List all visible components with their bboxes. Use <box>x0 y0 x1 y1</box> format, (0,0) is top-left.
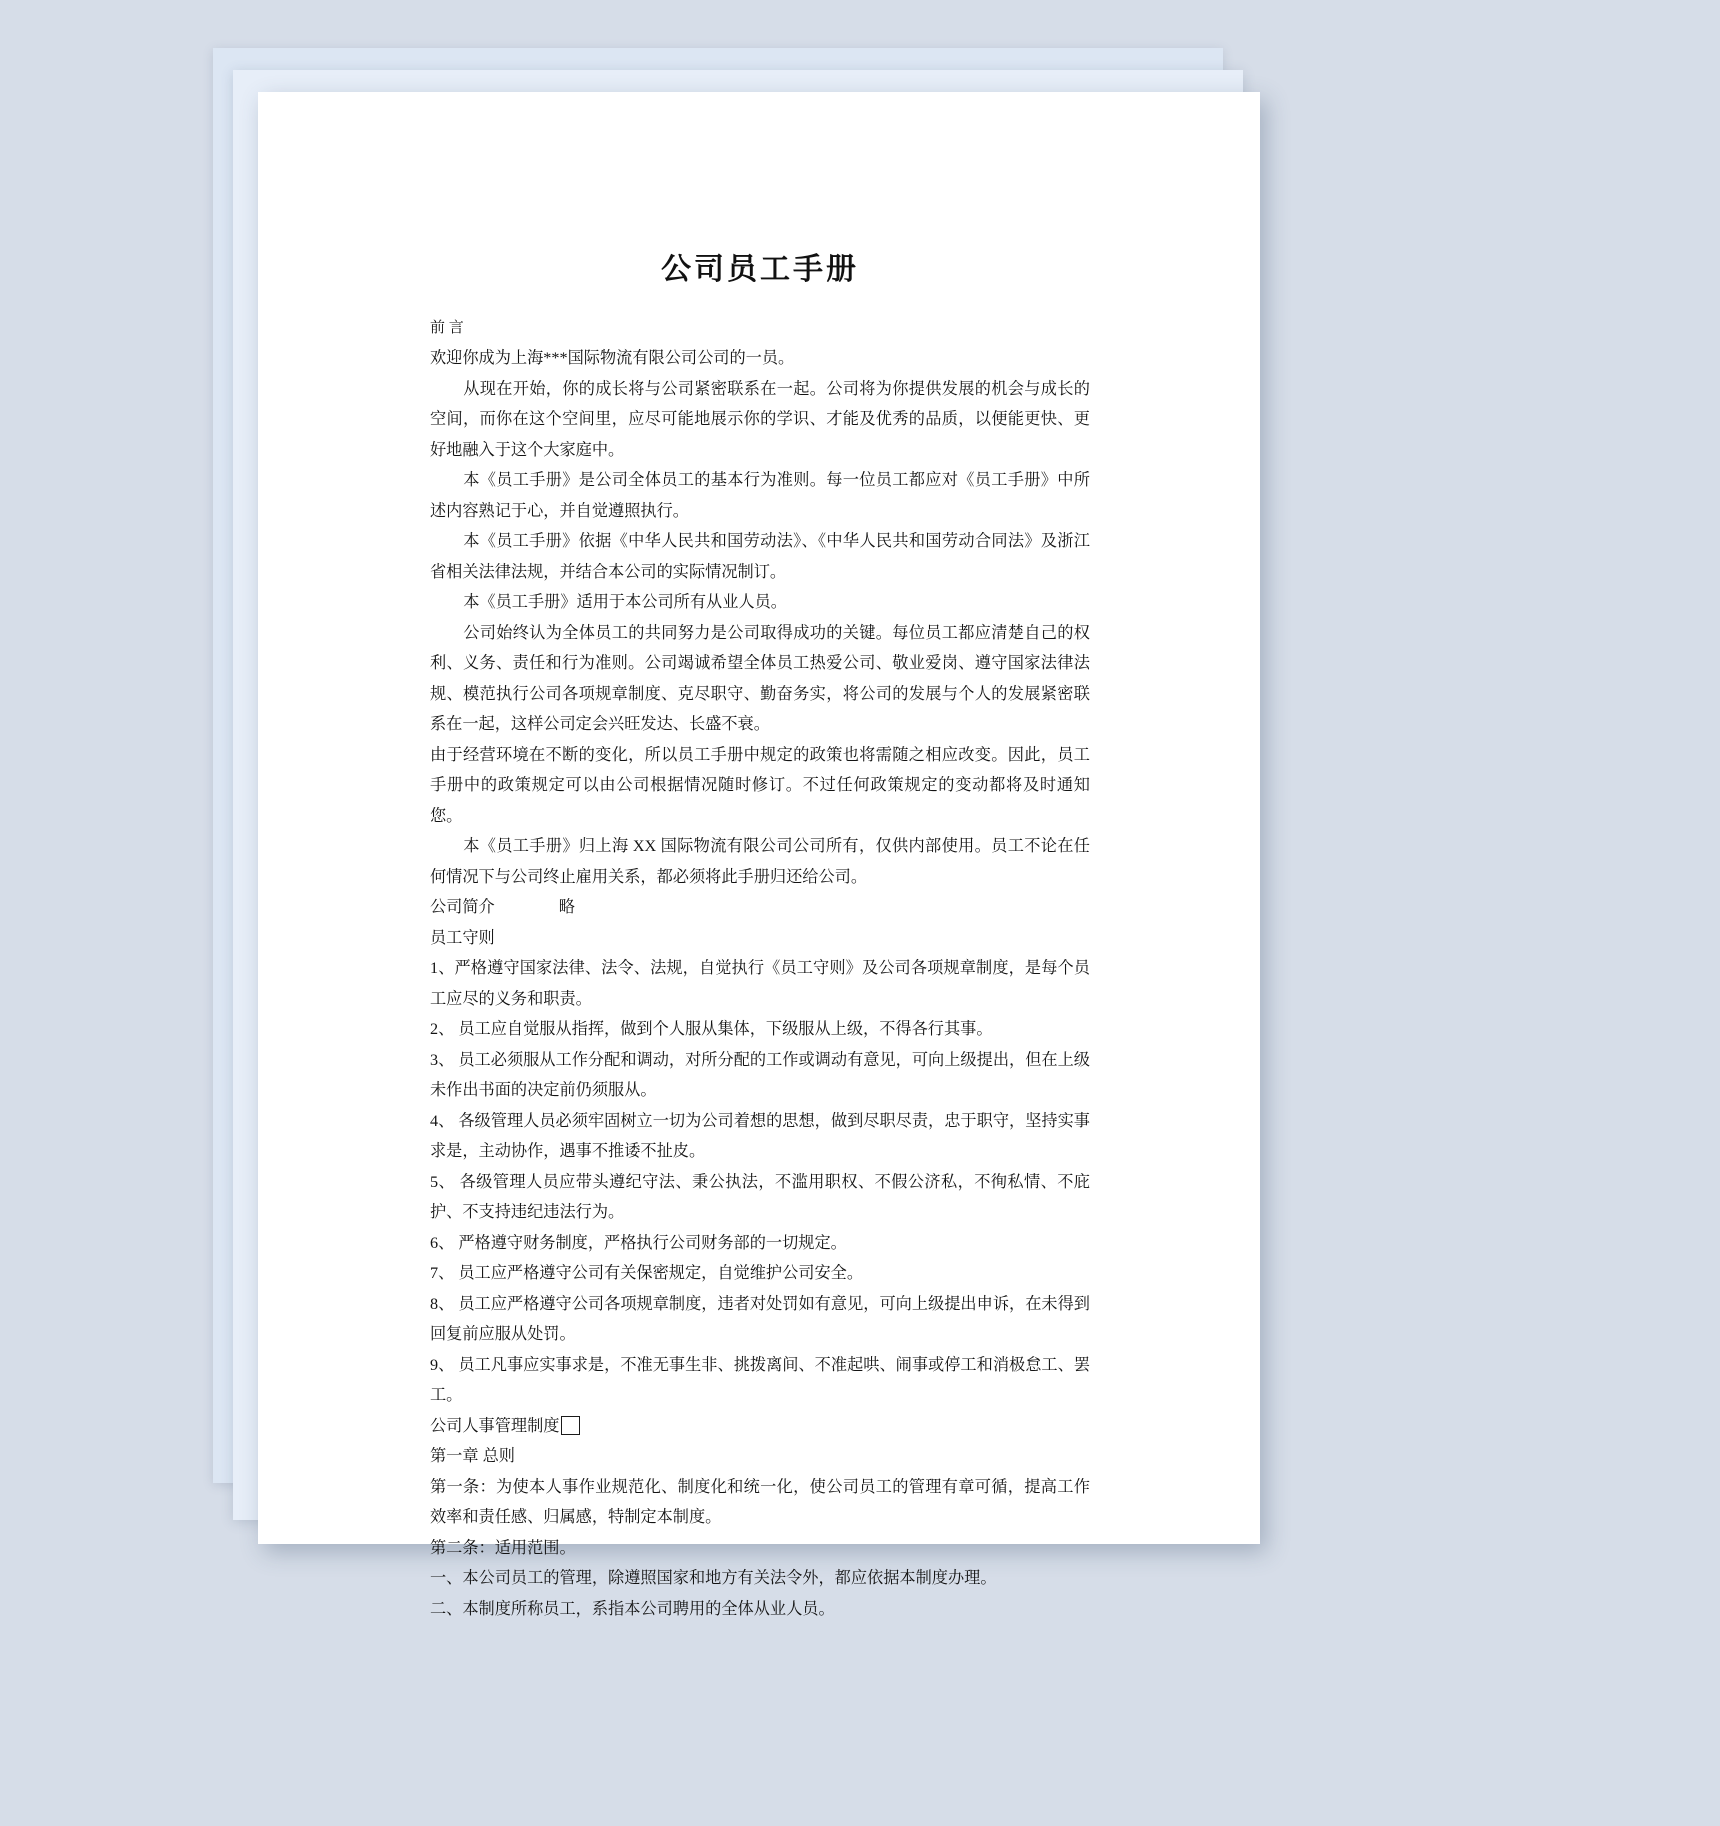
page-title: 公司员工手册 <box>661 253 859 286</box>
preface-paragraph-3: 本《员工手册》依据《中华人民共和国劳动法》、《中华人民共和国劳动合同法》及浙江省相关法律法规，并结合本公司的实际情况制订。 <box>430 532 1090 581</box>
preface-paragraph-4: 本《员工手册》适用于本公司所有从业人员。 <box>463 593 787 611</box>
preface-paragraph-0: 欢迎你成为上海***国际物流有限公司公司的一员。 <box>430 349 795 367</box>
ownership-paragraph: 本《员工手册》归上海 XX 国际物流有限公司公司所有，仅供内部使用。员工不论在任何情况下与公司终止雇用关系，都必须将此手册归还给公司。 <box>430 837 1090 886</box>
scope-item: 一、本公司员工的管理，除遵照国家和地方有关法令外，都应依据本制度办理。 <box>430 1569 997 1587</box>
chapter-one-heading: 第一章 总则 <box>430 1447 515 1465</box>
staff-rule-item: 5、 各级管理人员应带头遵纪守法、秉公执法，不滥用职权、不假公济私，不徇私情、不庇护、不支持违纪违法行为。 <box>430 1172 1090 1221</box>
preface-paragraph-2: 本《员工手册》是公司全体员工的基本行为准则。每一位员工都应对《员工手册》中所述内容熟记于心，并自觉遵照执行。 <box>430 471 1090 520</box>
article-one: 第一条：为使本人事作业规范化、制度化和统一化，使公司员工的管理有章可循，提高工作效率和责任感、归属感，特制定本制度。 <box>430 1477 1090 1526</box>
document-body <box>430 244 1090 1624</box>
empty-checkbox-glyph <box>561 1416 580 1435</box>
hr-system-heading-row <box>430 1411 1090 1442</box>
staff-rule-item: 4、 各级管理人员必须牢固树立一切为公司着想的思想，做到尽职尽责，忠于职守，坚持实事求是，主动协作，遇事不推诿不扯皮。 <box>430 1111 1090 1160</box>
preface-paragraph-1: 从现在开始，你的成长将与公司紧密联系在一起。公司将为你提供发展的机会与成长的空间，而你在这个空间里，应尽可能地展示你的学识、才能及优秀的品质，以便能更快、更好地融入于这个大家庭中。 <box>430 379 1090 459</box>
staff-rule-item: 6、 严格遵守财务制度，严格执行公司财务部的一切规定。 <box>430 1233 847 1252</box>
company-intro-value: 略 <box>558 898 575 916</box>
document-page <box>258 92 1260 1618</box>
staff-rule-item: 8、 员工应严格遵守公司各项规章制度，违者对处罚如有意见，可向上级提出申诉，在未得到回复前应服从处罚。 <box>430 1294 1090 1343</box>
hr-system-heading: 公司人事管理制度 <box>430 1416 560 1435</box>
preface-paragraph-5: 公司始终认为全体员工的共同努力是公司取得成功的关键。每位员工都应清楚自己的权利、义务、责任和行为准则。公司竭诚希望全体员工热爱公司、敬业爱岗、遵守国家法律法规、模范执行公司各项规章制度、克尽职守、勤奋务实，将公司的发展与个人的发展紧密联系在一起，这样公司定会兴旺发达、长盛不衰。 <box>430 623 1090 733</box>
staff-rule-item: 7、 员工应严格遵守公司有关保密规定，自觉维护公司安全。 <box>430 1264 864 1282</box>
preface-heading: 前 言 <box>430 320 464 336</box>
preface-change-notice: 由于经营环境在不断的变化，所以员工手册中规定的政策也将需随之相应改变。因此，员工手册中的政策规定可以由公司根据情况随时修订。不过任何政策规定的变动都将及时通知您。 <box>430 745 1090 825</box>
staff-rule-item: 2、 员工应自觉服从指挥，做到个人服从集体，下级服从上级，不得各行其事。 <box>430 1020 993 1038</box>
company-intro-label: 公司简介 <box>430 898 495 916</box>
staff-rule-item: 3、 员工必须服从工作分配和调动，对所分配的工作或调动有意见，可向上级提出，但在上级未作出书面的决定前仍须服从。 <box>430 1050 1090 1099</box>
scope-item: 二、本制度所称员工，系指本公司聘用的全体从业人员。 <box>430 1599 835 1618</box>
article-two: 第二条：适用范围。 <box>430 1538 576 1557</box>
staff-rules-heading: 员工守则 <box>430 928 495 947</box>
staff-rule-item: 1、严格遵守国家法律、法令、法规，自觉执行《员工守则》及公司各项规章制度，是每个员工应尽的义务和职责。 <box>430 959 1090 1008</box>
company-intro-row <box>430 892 1090 923</box>
staff-rule-item: 9、 员工凡事应实事求是，不准无事生非、挑拨离间、不准起哄、闹事或停工和消极怠工、罢工。 <box>430 1355 1090 1404</box>
